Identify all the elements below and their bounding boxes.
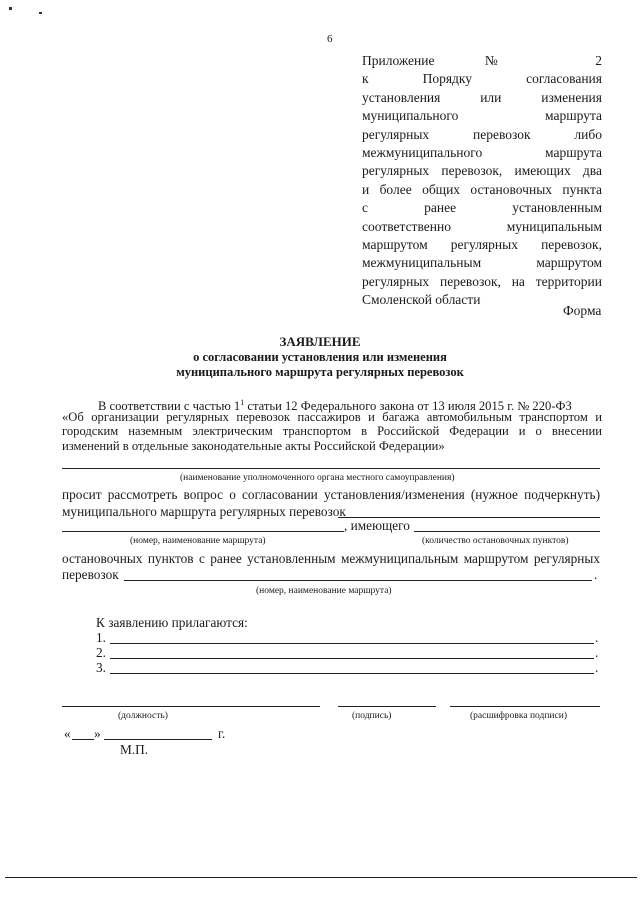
intro-text: В соответствии с частью 1 (98, 399, 241, 414)
form-label: Форма (563, 303, 602, 318)
appendix-line: Приложение № 2 (362, 53, 602, 68)
intro-line: «Об организации регулярных перевозок пассажиров и багажа автомобильным транспортом и (62, 410, 602, 425)
bottom-border (5, 877, 637, 878)
request-line: муниципального маршрута регулярных перевозок (62, 504, 346, 519)
appendix-header (362, 52, 602, 309)
attachment-blank-line[interactable] (110, 658, 594, 659)
period: . (594, 567, 598, 582)
date-month-blank[interactable] (104, 739, 212, 740)
intro-line (62, 396, 602, 414)
appendix-line: муниципального маршрута (362, 108, 602, 124)
date-quote-open: « (64, 726, 71, 741)
stops-count-blank-line[interactable] (414, 531, 600, 532)
appendix-line: с ранее установленным (362, 200, 602, 216)
period: . (595, 630, 599, 645)
appendix-line: регулярных перевозок либо (362, 126, 602, 142)
date-quote-close: » (94, 726, 101, 741)
stops-caption: (количество остановочных пунктов) (422, 536, 569, 546)
authority-caption: (наименование уполномоченного органа местного самоуправления) (180, 473, 455, 483)
appendix-line: межмуниципального маршрута (362, 144, 602, 160)
appendix-line: межмуниципальным маршрутом (362, 255, 602, 271)
attachment-number: 2. (96, 645, 106, 660)
appendix-line: регулярных перевозок, на территории (362, 273, 602, 289)
footnote-sup: 1 (240, 398, 245, 407)
seal-label: М.П. (120, 742, 149, 757)
having-text: , имеющего (344, 518, 410, 533)
intro-line: городским наземным электрическим транспортом в Российской Федерации и о внесении (62, 424, 602, 439)
appendix-line: Смоленской области (362, 292, 481, 308)
appendix-line: и более общих остановочных пункта (362, 181, 602, 197)
attachment-blank-line[interactable] (110, 673, 594, 674)
title-line: о согласовании установления или изменения (193, 350, 447, 364)
route-blank-line[interactable] (124, 580, 592, 581)
attachment-number: 1. (96, 630, 106, 645)
attachments-header: К заявлению прилагаются: (96, 615, 248, 630)
scan-speck (39, 12, 42, 14)
scan-speck (9, 7, 12, 10)
decryption-caption: (расшифровка подписи) (470, 711, 567, 721)
position-caption: (должность) (118, 711, 168, 721)
route-caption: (номер, наименование маршрута) (130, 536, 266, 546)
document-title: ЗАЯВЛЕНИЕ (279, 334, 361, 349)
intro-line: изменений в отдельные законодательные акты Российской Федерации» (62, 438, 445, 453)
appendix-line: маршрутом регулярных перевозок, (362, 236, 602, 252)
intro-text: статьи 12 Федерального закона от 13 июля 2015 г. № 220-ФЗ (244, 399, 572, 414)
signature-caption: (подпись) (352, 711, 392, 721)
request-line: остановочных пунктов с ранее установленным межмуниципальным маршрутом регулярных (62, 551, 600, 566)
appendix-line: установления или изменения (362, 89, 602, 105)
attachment-blank-line[interactable] (110, 643, 594, 644)
route-blank-line[interactable] (62, 531, 344, 532)
authority-blank-line[interactable] (62, 468, 600, 469)
page-number: 6 (327, 33, 333, 45)
date-day-blank[interactable] (72, 739, 94, 740)
title-line: муниципального маршрута регулярных перевозок (176, 365, 464, 379)
request-line: просит рассмотреть вопрос о согласовании установления/изменения (нужное подчеркнуть) (62, 487, 600, 502)
period: . (595, 660, 599, 675)
request-line: перевозок (62, 567, 119, 582)
route-caption: (номер, наименование маршрута) (256, 586, 392, 596)
decryption-blank-line[interactable] (450, 706, 600, 707)
attachment-number: 3. (96, 660, 106, 675)
period: . (595, 645, 599, 660)
date-year-suffix: г. (218, 726, 226, 741)
position-blank-line[interactable] (62, 706, 320, 707)
appendix-line: регулярных перевозок, имеющих два (362, 163, 602, 179)
appendix-line: к Порядку согласования (362, 71, 602, 87)
intro-paragraph (62, 396, 602, 453)
signature-blank-line[interactable] (338, 706, 436, 707)
appendix-line: соответственно муниципальным (362, 218, 602, 234)
